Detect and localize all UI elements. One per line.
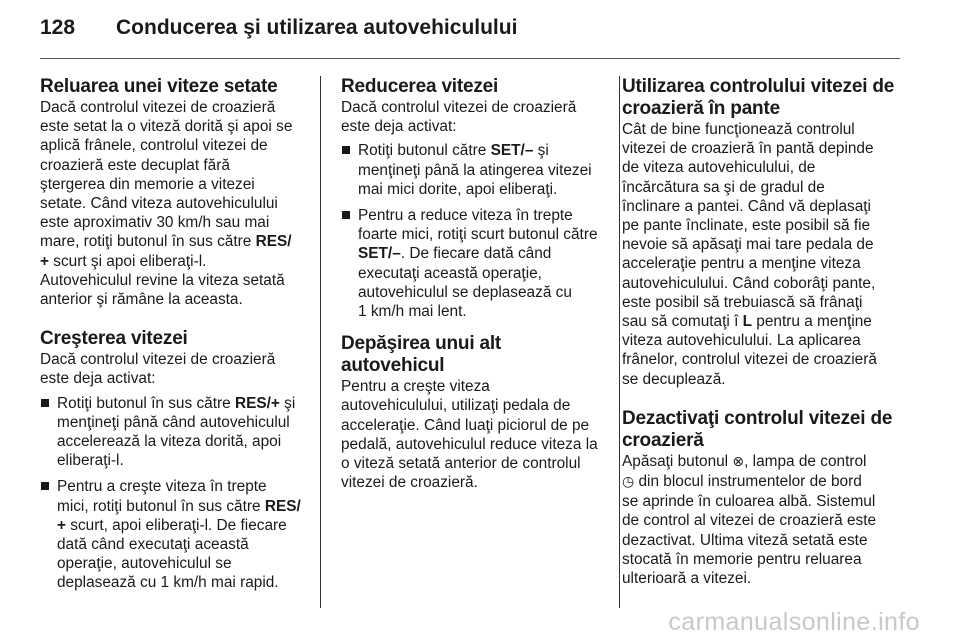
section-body-resume-speed bbox=[40, 98, 308, 309]
text-line: o viteză setată anterior de controlul bbox=[341, 455, 581, 473]
text-line: acceleraţie pentru a menţine viteza bbox=[622, 255, 861, 273]
text-line: Dacă controlul vitezei de croazieră bbox=[40, 99, 276, 116]
bullet-list bbox=[341, 141, 609, 321]
text-line: nevoie să apăsaţi mai tare pedala de bbox=[622, 236, 874, 254]
section-heading-deactivate: Dezactivaţi controlul vitezei de croazieră bbox=[622, 407, 893, 451]
column-1 bbox=[40, 76, 308, 600]
text-line: ştergerea din memorie a vitezei bbox=[40, 175, 255, 193]
text-line: Autovehiculul revine la viteza setată bbox=[40, 271, 285, 289]
bullet-square-icon bbox=[342, 146, 350, 154]
text-line: autovehiculului. Când coborâţi pante, bbox=[622, 274, 876, 292]
text-line: setate. Când viteza autovehiculului bbox=[40, 195, 278, 213]
text-line: se aprinde în culoarea albă. Sistemul bbox=[622, 493, 876, 511]
text-line: mare, rotiţi butonul în sus către RES/ bbox=[40, 233, 292, 251]
list-item: Rotiţi butonul către SET/– şi menţineţi până la atingerea vitezei mai mici dorite, apoi eliberaţi. bbox=[341, 141, 609, 199]
text-line: vitezei de croazieră. bbox=[341, 474, 478, 492]
cruise-control-off-icon: ⊗ bbox=[732, 453, 745, 470]
bullet-square-icon bbox=[342, 211, 350, 219]
page-number: 128 bbox=[40, 16, 76, 39]
text-line: ◷ din blocul instrumentelor de bord bbox=[622, 473, 862, 491]
section-heading-slopes: Utilizarea controlului vitezei de croazieră în pante bbox=[622, 76, 895, 119]
text-line: Apăsaţi butonul ⊗, lampa de control bbox=[622, 452, 867, 470]
text-line: este setat la o viteză dorită şi apoi se bbox=[40, 118, 293, 136]
text-line: viteza autovehiculului. La aplicarea bbox=[622, 332, 861, 350]
text-line: este aproximativ 30 km/h sau mai bbox=[40, 214, 270, 232]
text-line: pedală, autovehiculul reduce viteza la bbox=[341, 435, 598, 453]
text-line: autovehiculului, utilizaţi pedala de bbox=[341, 397, 571, 415]
header-rule bbox=[40, 58, 900, 59]
column-divider-2 bbox=[619, 76, 620, 608]
list-item: Pentru a reduce viteza în trepte foarte mici, rotiţi scurt butonul către SET/–. De fiecare dată când executaţi această operaţie, autovehiculul se deplasează cu 1 km/h mai lent. bbox=[341, 206, 609, 321]
page-title: Conducerea şi utilizarea autovehiculului bbox=[116, 16, 518, 39]
text-line: croazieră este decuplat fără bbox=[40, 156, 230, 174]
text-line: de viteza autovehiculului, de bbox=[622, 159, 816, 177]
text-line: încărcătura sa şi de gradul de bbox=[622, 178, 825, 196]
text-line: sau să comutaţi î L pentru a menţine bbox=[622, 313, 872, 331]
section-heading-reduce-speed: Reducerea vitezei bbox=[341, 76, 499, 97]
text-line: acceleraţie. Când luaţi piciorul de pe bbox=[341, 416, 590, 434]
text-line: Dacă controlul vitezei de croazieră bbox=[341, 99, 577, 116]
column-divider-1 bbox=[320, 76, 321, 608]
column-2 bbox=[341, 76, 609, 492]
bullet-list bbox=[40, 394, 308, 593]
text-line: Dacă controlul vitezei de croazieră bbox=[40, 351, 276, 369]
text-line: este deja activat: bbox=[341, 118, 457, 136]
text-line: este posibil să trebuiască să frânaţi bbox=[622, 293, 863, 311]
text-line: dezactivat. Ultima viteză setată este bbox=[622, 531, 868, 549]
text-line: aplică frânele, controlul vitezei de bbox=[40, 137, 268, 155]
bullet-square-icon bbox=[41, 399, 49, 407]
list-item: Rotiţi butonul în sus către RES/+ şi menţineţi până când autovehiculul accelerează la viteza dorită, apoi eliberaţi-l. bbox=[40, 394, 308, 471]
text-line: frânelor, controlul vitezei de croazieră bbox=[622, 351, 877, 369]
text-line: Pentru a creşte viteza bbox=[341, 378, 490, 396]
text-line: ulterioară a vitezei. bbox=[622, 570, 752, 588]
list-item: Pentru a creşte viteza în trepte mici, rotiţi butonul în sus către RES/ + scurt, apoi eliberaţi-l. De fiecare dată când executaţi această operaţie, autovehiculul se deplasează cu 1 km/h mai rapid. bbox=[40, 477, 308, 592]
text-line: pe pante înclinate, este posibil să fie bbox=[622, 217, 871, 235]
page-header bbox=[40, 16, 517, 46]
text-line: stocată în memorie pentru reluarea bbox=[622, 550, 862, 568]
text-line: este deja activat: bbox=[40, 370, 156, 388]
text-line: înclinare a pantei. Când vă deplasaţi bbox=[622, 197, 871, 215]
cruise-control-lamp-icon: ◷ bbox=[622, 474, 635, 491]
section-heading-increase-speed: Creşterea vitezei bbox=[40, 328, 188, 350]
text-line: vitezei de croazieră în pantă depinde bbox=[622, 140, 874, 158]
section-heading-overtaking: Depăşirea unui alt autovehicul bbox=[341, 333, 502, 377]
text-line: de control al vitezei de croazieră este bbox=[622, 512, 877, 530]
bullet-square-icon bbox=[41, 482, 49, 490]
text-line: anterior şi rămâne la aceasta. bbox=[40, 291, 243, 309]
section-heading-resume-speed: Reluarea unei viteze setate bbox=[40, 76, 278, 97]
text-line: se decuplează. bbox=[622, 370, 726, 388]
text-line: + scurt şi apoi eliberaţi-l. bbox=[40, 252, 207, 270]
watermark: carmanualsonline.info bbox=[668, 608, 920, 636]
column-3 bbox=[622, 76, 904, 588]
text-line: Cât de bine funcţionează controlul bbox=[622, 121, 855, 138]
